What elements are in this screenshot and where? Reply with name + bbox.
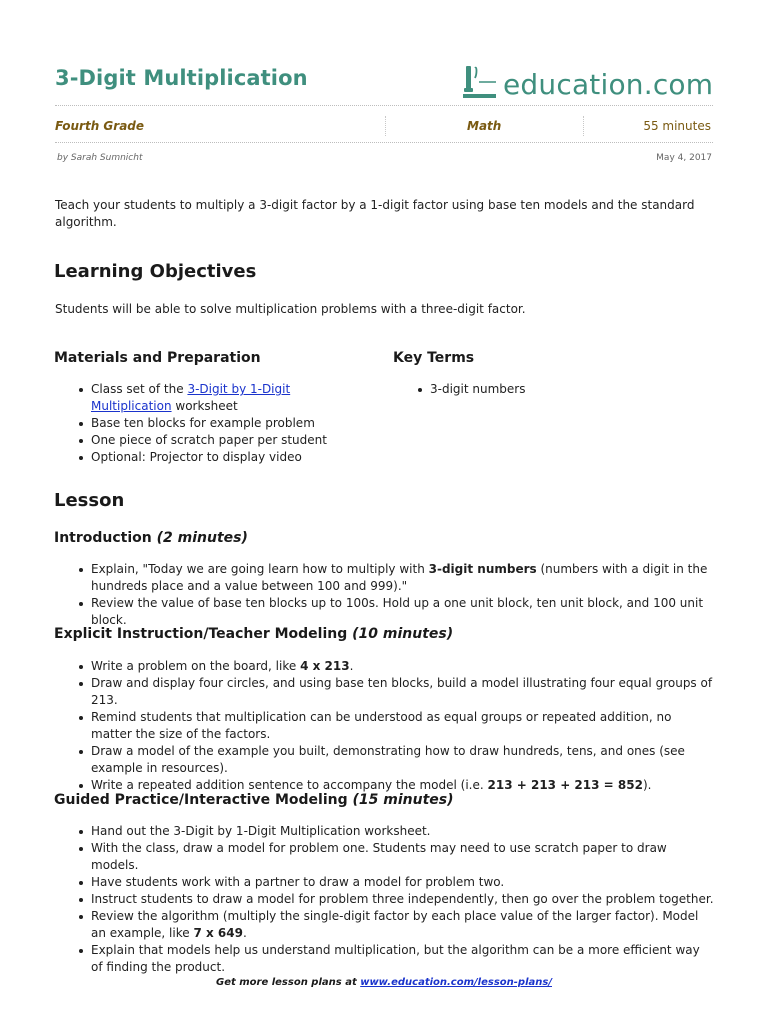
list-item: Draw a model of the example you built, demonstrating how to draw hundreds, tens, and ones (see example in resources). xyxy=(54,743,714,777)
list-item: Review the algorithm (multiply the single-digit factor by each place value of the larger factor). Model an example, like 7 x 649. xyxy=(54,908,714,942)
key-terms-heading: Key Terms xyxy=(393,350,475,366)
page-title: 3-Digit Multiplication xyxy=(55,66,308,90)
list-item: Have students work with a partner to draw a model for problem two. xyxy=(54,874,714,891)
materials-heading: Materials and Preparation xyxy=(54,350,261,366)
meta-row xyxy=(55,119,713,137)
objectives-heading: Learning Objectives xyxy=(54,261,257,282)
list-item: Review the value of base ten blocks up to 100s. Hold up a one unit block, ten unit block, and 100 unit block. xyxy=(54,595,714,629)
subject-label: Math xyxy=(467,119,502,133)
footer: Get more lesson plans at www.education.com/lesson-plans/ xyxy=(215,977,552,988)
intro-paragraph: Teach your students to multiply a 3-digit factor by a 1-digit factor using base ten models and the standard algorithm. xyxy=(55,198,695,229)
meta-divider xyxy=(385,116,386,136)
key-terms-list xyxy=(393,381,693,398)
meta-divider xyxy=(583,116,584,136)
list-item: Instruct students to draw a model for problem three independently, then go over the problem together. xyxy=(54,891,714,908)
author-byline: by Sarah Sumnicht xyxy=(57,153,143,163)
list-item: Write a repeated addition sentence to accompany the model (i.e. 213 + 213 + 213 = 852). xyxy=(54,777,714,794)
list-item: One piece of scratch paper per student xyxy=(54,432,374,449)
list-item: Hand out the 3-Digit by 1-Digit Multiplication worksheet. xyxy=(54,823,714,840)
grade-label: Fourth Grade xyxy=(55,119,145,133)
list-item: Optional: Projector to display video xyxy=(54,449,374,466)
explicit-instruction-heading: Explicit Instruction/Teacher Modeling (10 minutes) xyxy=(54,626,454,642)
duration-label: 55 minutes xyxy=(643,119,711,133)
list-item: Explain that models help us understand multiplication, but the algorithm can be a more efficient way of finding the product. xyxy=(54,942,714,976)
introduction-heading: Introduction (2 minutes) xyxy=(54,530,248,546)
lesson-heading: Lesson xyxy=(54,490,125,511)
list-item: Class set of the 3-Digit by 1-Digit Multiplication worksheet xyxy=(54,381,374,415)
education-logo[interactable] xyxy=(460,60,716,104)
meta-divider-line xyxy=(55,142,713,143)
education-logo-icon xyxy=(460,60,502,104)
list-item: 3-digit numbers xyxy=(393,381,693,398)
list-item: Explain, "Today we are going learn how to multiply with 3-digit numbers (numbers with a digit in the hundreds place and a value between 100 and 999)." xyxy=(54,561,714,595)
objectives-text: Students will be able to solve multiplication problems with a three-digit factor. xyxy=(55,302,526,316)
publish-date: May 4, 2017 xyxy=(656,153,712,163)
header-divider xyxy=(55,105,713,106)
materials-list xyxy=(54,381,374,466)
list-item: Draw and display four circles, and using base ten blocks, build a model illustrating four equal groups of 213. xyxy=(54,675,714,709)
guided-practice-heading: Guided Practice/Interactive Modeling (15 minutes) xyxy=(54,792,454,808)
footer-link[interactable]: www.education.com/lesson-plans/ xyxy=(360,977,552,988)
list-item: Write a problem on the board, like 4 x 213. xyxy=(54,658,714,675)
list-item: With the class, draw a model for problem one. Students may need to use scratch paper to draw models. xyxy=(54,840,714,874)
explicit-instruction-list xyxy=(54,658,714,794)
introduction-list xyxy=(54,561,714,629)
worksheet-link[interactable]: 3-Digit by 1-Digit Multiplication xyxy=(91,382,291,413)
logo-text: education.com xyxy=(503,68,714,101)
guided-practice-list xyxy=(54,823,714,976)
list-item: Base ten blocks for example problem xyxy=(54,415,374,432)
list-item: Remind students that multiplication can be understood as equal groups or repeated addition, no matter the size of the factors. xyxy=(54,709,714,743)
